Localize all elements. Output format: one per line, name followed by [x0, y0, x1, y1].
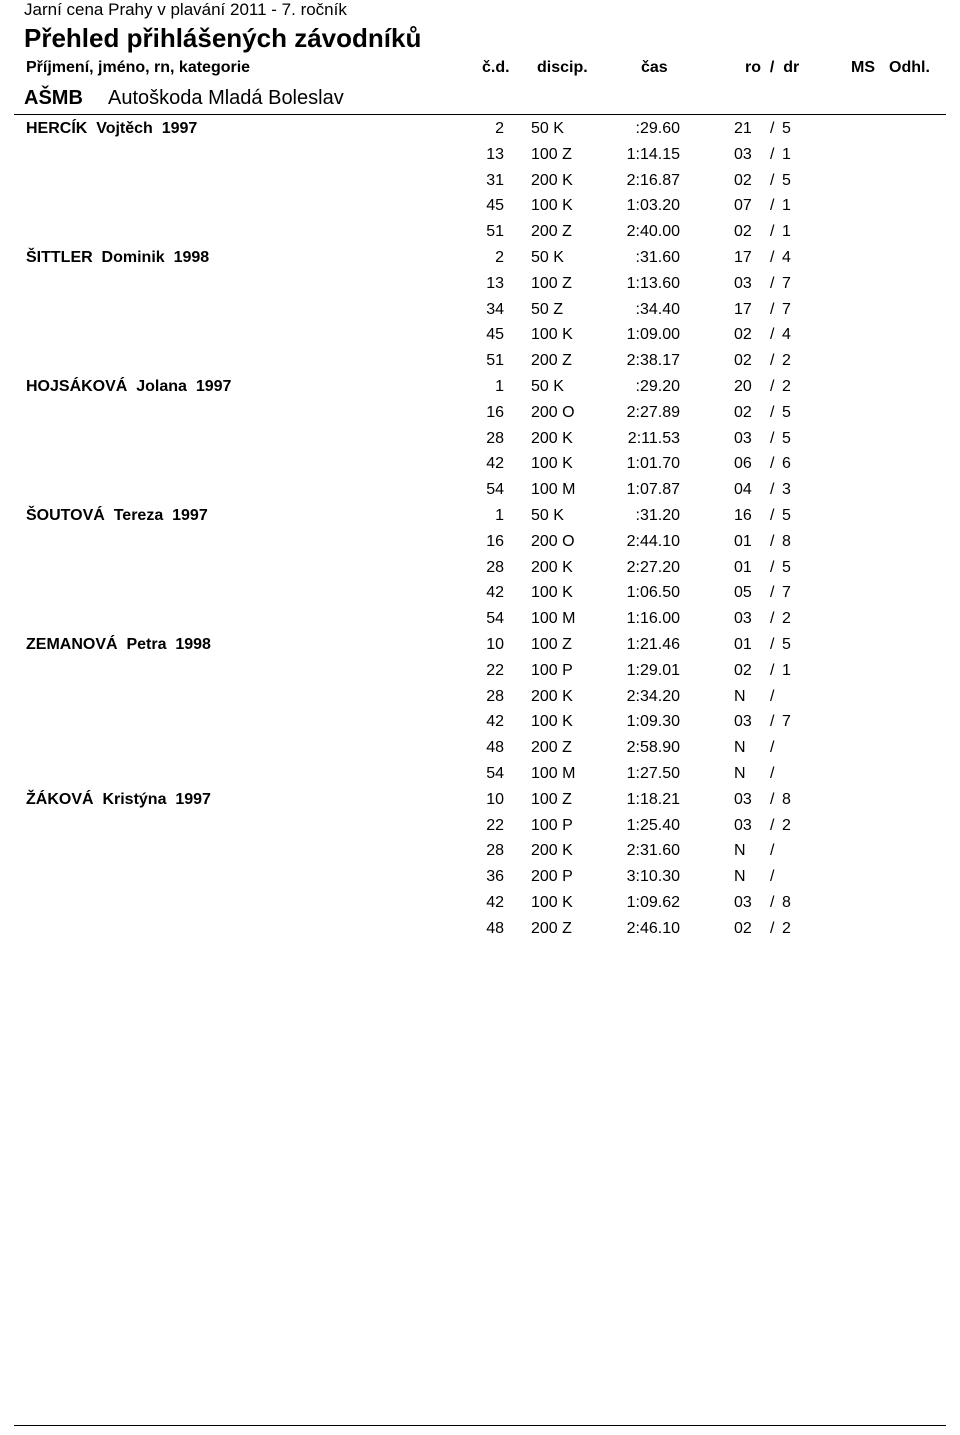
ro-value: 03 — [734, 713, 752, 731]
discipline: 100 K — [531, 455, 573, 473]
dr-value: 5 — [782, 403, 791, 421]
ro-value: 17 — [734, 248, 752, 266]
table-row — [0, 580, 960, 606]
ro-dr-separator: / — [770, 739, 775, 757]
ro-value: 02 — [734, 223, 752, 241]
header-divider — [14, 114, 946, 115]
ro-value: 03 — [734, 274, 752, 292]
entry-time: 1:06.50 — [626, 584, 680, 602]
discipline: 100 K — [531, 197, 573, 215]
ro-dr-separator: / — [770, 248, 775, 266]
ro-dr-separator: / — [770, 274, 775, 292]
entry-time: 1:03.20 — [626, 197, 680, 215]
ro-dr-separator: / — [770, 403, 775, 421]
table-row — [0, 400, 960, 426]
ro-dr-separator: / — [770, 171, 775, 189]
ro-value: N — [734, 687, 746, 705]
ro-dr-separator: / — [770, 687, 775, 705]
event-number: 1 — [495, 506, 504, 524]
dr-value: 1 — [782, 661, 791, 679]
ro-dr-separator: / — [770, 893, 775, 911]
ro-value: 03 — [734, 893, 752, 911]
table-row — [0, 890, 960, 916]
event-number: 36 — [486, 868, 504, 886]
club-name: Autoškoda Mladá Boleslav — [108, 87, 344, 109]
event-number: 10 — [486, 635, 504, 653]
entry-time: 2:44.10 — [626, 532, 680, 550]
dr-value: 7 — [782, 274, 791, 292]
entry-time: :31.20 — [635, 506, 680, 524]
ro-value: 17 — [734, 300, 752, 318]
entry-time: :31.60 — [635, 248, 680, 266]
entries-table — [0, 116, 960, 942]
entry-time: 1:09.62 — [626, 893, 680, 911]
event-number: 22 — [486, 661, 504, 679]
table-row — [0, 451, 960, 477]
event-number: 51 — [486, 223, 504, 241]
entry-time: 1:14.15 — [626, 145, 680, 163]
event-number: 28 — [486, 687, 504, 705]
entry-time: 2:40.00 — [626, 223, 680, 241]
table-row — [0, 116, 960, 142]
ro-value: 03 — [734, 790, 752, 808]
event-number: 45 — [486, 197, 504, 215]
discipline: 100 P — [531, 816, 573, 834]
ro-dr-separator: / — [770, 429, 775, 447]
entry-time: 2:38.17 — [626, 352, 680, 370]
ro-dr-separator: / — [770, 764, 775, 782]
entry-time: 1:07.87 — [626, 481, 680, 499]
dr-value: 5 — [782, 429, 791, 447]
ro-value: 07 — [734, 197, 752, 215]
swimmer-name: ZEMANOVÁ Petra 1998 — [26, 635, 211, 653]
ro-dr-separator: / — [770, 145, 775, 163]
swimmer-name: ŽÁKOVÁ Kristýna 1997 — [26, 790, 211, 808]
discipline: 200 O — [531, 403, 575, 421]
event-number: 28 — [486, 429, 504, 447]
table-row — [0, 374, 960, 400]
table-row — [0, 632, 960, 658]
table-row — [0, 838, 960, 864]
dr-value: 5 — [782, 635, 791, 653]
entry-time: 1:09.30 — [626, 713, 680, 731]
event-number: 42 — [486, 455, 504, 473]
table-row — [0, 864, 960, 890]
dr-value: 4 — [782, 248, 791, 266]
discipline: 100 Z — [531, 274, 572, 292]
ro-dr-separator: / — [770, 842, 775, 860]
ro-value: 01 — [734, 635, 752, 653]
dr-value: 1 — [782, 197, 791, 215]
discipline: 200 P — [531, 868, 573, 886]
ro-dr-separator: / — [770, 197, 775, 215]
ro-value: 03 — [734, 429, 752, 447]
ro-value: 16 — [734, 506, 752, 524]
event-number: 42 — [486, 713, 504, 731]
ro-value: 04 — [734, 481, 752, 499]
swimmer-name: HERCÍK Vojtěch 1997 — [26, 120, 198, 137]
entry-time: :29.20 — [635, 377, 680, 395]
dr-value: 2 — [782, 919, 791, 937]
ro-value: N — [734, 764, 746, 782]
ro-dr-separator: / — [770, 455, 775, 473]
ro-dr-separator: / — [770, 919, 775, 937]
ro-dr-separator: / — [770, 558, 775, 576]
event-number: 13 — [486, 274, 504, 292]
entry-time: 2:16.87 — [626, 171, 680, 189]
table-row — [0, 761, 960, 787]
ro-value: 05 — [734, 584, 752, 602]
table-row — [0, 658, 960, 684]
table-row — [0, 555, 960, 581]
dr-value: 5 — [782, 506, 791, 524]
entry-time: 1:13.60 — [626, 274, 680, 292]
event-number: 28 — [486, 842, 504, 860]
ro-value: 02 — [734, 919, 752, 937]
table-row — [0, 297, 960, 323]
dr-value: 3 — [782, 481, 791, 499]
table-row — [0, 193, 960, 219]
event-title: Jarní cena Prahy v plavání 2011 - 7. ročník — [24, 0, 347, 19]
table-row — [0, 219, 960, 245]
entry-time: 1:16.00 — [626, 610, 680, 628]
column-header-ms: MS — [851, 59, 875, 76]
dr-value: 5 — [782, 120, 791, 137]
ro-dr-separator: / — [770, 584, 775, 602]
column-header-cas: čas — [641, 59, 668, 76]
table-row — [0, 322, 960, 348]
discipline: 100 K — [531, 584, 573, 602]
ro-value: N — [734, 868, 746, 886]
club-code: AŠMB — [24, 87, 83, 109]
discipline: 50 K — [531, 120, 564, 137]
discipline: 200 K — [531, 842, 573, 860]
ro-dr-separator: / — [770, 868, 775, 886]
ro-value: N — [734, 842, 746, 860]
column-header-ro-dr: ro / dr — [745, 59, 800, 76]
ro-dr-separator: / — [770, 506, 775, 524]
column-header-cd: č.d. — [482, 59, 510, 76]
dr-value: 7 — [782, 300, 791, 318]
dr-value: 5 — [782, 171, 791, 189]
footer-divider — [14, 1425, 946, 1426]
discipline: 200 Z — [531, 919, 572, 937]
ro-value: 01 — [734, 558, 752, 576]
discipline: 100 K — [531, 713, 573, 731]
ro-value: 03 — [734, 816, 752, 834]
entry-time: 1:29.01 — [626, 661, 680, 679]
swimmer-name: HOJSÁKOVÁ Jolana 1997 — [26, 377, 232, 395]
discipline: 200 Z — [531, 739, 572, 757]
table-row — [0, 142, 960, 168]
table-row — [0, 916, 960, 942]
entry-time: 2:58.90 — [626, 739, 680, 757]
entry-time: 2:27.89 — [626, 403, 680, 421]
ro-value: 02 — [734, 326, 752, 344]
table-row — [0, 245, 960, 271]
ro-value: 02 — [734, 403, 752, 421]
event-number: 31 — [486, 171, 504, 189]
table-row — [0, 168, 960, 194]
event-number: 54 — [486, 481, 504, 499]
dr-value: 6 — [782, 455, 791, 473]
dr-value: 1 — [782, 223, 791, 241]
discipline: 100 K — [531, 326, 573, 344]
swimmer-name: ŠOUTOVÁ Tereza 1997 — [26, 506, 208, 524]
event-number: 16 — [486, 532, 504, 550]
ro-dr-separator: / — [770, 790, 775, 808]
entry-time: 2:34.20 — [626, 687, 680, 705]
ro-value: N — [734, 739, 746, 757]
discipline: 200 K — [531, 558, 573, 576]
discipline: 100 P — [531, 661, 573, 679]
ro-value: 02 — [734, 661, 752, 679]
event-number: 2 — [495, 248, 504, 266]
discipline: 100 M — [531, 610, 576, 628]
swimmer-name: ŠITTLER Dominik 1998 — [26, 248, 210, 266]
event-number: 54 — [486, 610, 504, 628]
dr-value: 2 — [782, 816, 791, 834]
ro-value: 03 — [734, 145, 752, 163]
dr-value: 5 — [782, 558, 791, 576]
discipline: 200 O — [531, 532, 575, 550]
table-row — [0, 813, 960, 839]
dr-value: 7 — [782, 584, 791, 602]
event-number: 1 — [495, 377, 504, 395]
ro-value: 06 — [734, 455, 752, 473]
dr-value: 7 — [782, 713, 791, 731]
event-number: 42 — [486, 893, 504, 911]
page-title: Přehled přihlášených závodníků — [24, 23, 422, 53]
event-number: 42 — [486, 584, 504, 602]
entry-time: 2:31.60 — [626, 842, 680, 860]
event-number: 13 — [486, 145, 504, 163]
entry-time: 2:46.10 — [626, 919, 680, 937]
table-row — [0, 477, 960, 503]
entry-time: 3:10.30 — [626, 868, 680, 886]
table-row — [0, 348, 960, 374]
dr-value: 2 — [782, 377, 791, 395]
event-number: 48 — [486, 739, 504, 757]
discipline: 50 Z — [531, 300, 564, 318]
ro-dr-separator: / — [770, 377, 775, 395]
discipline: 100 K — [531, 893, 573, 911]
table-row — [0, 503, 960, 529]
discipline: 200 K — [531, 687, 573, 705]
event-number: 45 — [486, 326, 504, 344]
entry-time: :34.40 — [635, 300, 680, 318]
event-number: 28 — [486, 558, 504, 576]
discipline: 50 K — [531, 506, 564, 524]
ro-dr-separator: / — [770, 352, 775, 370]
entry-time: 1:18.21 — [626, 790, 680, 808]
column-header-name: Příjmení, jméno, rn, kategorie — [26, 59, 251, 76]
event-number: 2 — [495, 120, 504, 137]
discipline: 100 M — [531, 481, 576, 499]
ro-dr-separator: / — [770, 481, 775, 499]
ro-dr-separator: / — [770, 610, 775, 628]
table-row — [0, 606, 960, 632]
table-row — [0, 709, 960, 735]
event-number: 51 — [486, 352, 504, 370]
table-row — [0, 735, 960, 761]
ro-dr-separator: / — [770, 661, 775, 679]
ro-dr-separator: / — [770, 223, 775, 241]
ro-dr-separator: / — [770, 532, 775, 550]
dr-value: 2 — [782, 610, 791, 628]
table-row — [0, 684, 960, 710]
entry-time: 1:27.50 — [626, 764, 680, 782]
event-number: 54 — [486, 764, 504, 782]
ro-dr-separator: / — [770, 326, 775, 344]
entry-time: 2:11.53 — [627, 429, 680, 447]
ro-dr-separator: / — [770, 816, 775, 834]
dr-value: 8 — [782, 532, 791, 550]
entry-time: 1:21.46 — [626, 635, 680, 653]
ro-value: 02 — [734, 171, 752, 189]
ro-value: 01 — [734, 532, 752, 550]
table-row — [0, 271, 960, 297]
dr-value: 4 — [782, 326, 791, 344]
ro-value: 20 — [734, 377, 752, 395]
table-row — [0, 787, 960, 813]
discipline: 50 K — [531, 248, 564, 266]
event-number: 16 — [486, 403, 504, 421]
column-header-odhl: Odhl. — [889, 59, 930, 76]
event-number: 48 — [486, 919, 504, 937]
entry-time: :29.60 — [635, 120, 680, 137]
table-row — [0, 529, 960, 555]
discipline: 100 Z — [531, 635, 572, 653]
entry-time: 1:25.40 — [626, 816, 680, 834]
dr-value: 8 — [782, 893, 791, 911]
ro-dr-separator: / — [770, 713, 775, 731]
ro-value: 02 — [734, 352, 752, 370]
discipline: 200 Z — [531, 352, 572, 370]
discipline: 50 K — [531, 377, 564, 395]
dr-value: 2 — [782, 352, 791, 370]
event-number: 22 — [486, 816, 504, 834]
dr-value: 1 — [782, 145, 791, 163]
ro-dr-separator: / — [770, 120, 775, 137]
entry-time: 2:27.20 — [626, 558, 680, 576]
column-header-discip: discip. — [537, 59, 588, 76]
ro-value: 21 — [734, 120, 752, 137]
entry-time: 1:09.00 — [626, 326, 680, 344]
discipline: 200 K — [531, 429, 573, 447]
entry-time: 1:01.70 — [626, 455, 680, 473]
discipline: 100 Z — [531, 790, 572, 808]
event-number: 10 — [486, 790, 504, 808]
ro-dr-separator: / — [770, 300, 775, 318]
discipline: 200 Z — [531, 223, 572, 241]
table-row — [0, 426, 960, 452]
discipline: 100 Z — [531, 145, 572, 163]
ro-value: 03 — [734, 610, 752, 628]
dr-value: 8 — [782, 790, 791, 808]
ro-dr-separator: / — [770, 635, 775, 653]
discipline: 200 K — [531, 171, 573, 189]
discipline: 100 M — [531, 764, 576, 782]
event-number: 34 — [486, 300, 504, 318]
